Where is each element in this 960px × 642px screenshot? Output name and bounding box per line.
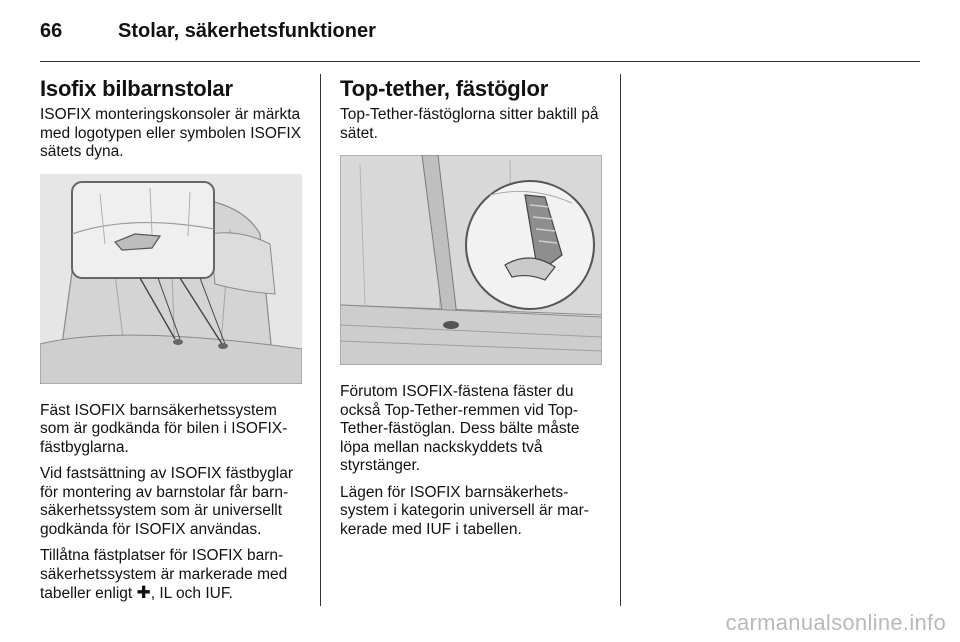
isofix-heading: Isofix bilbarnstolar bbox=[40, 76, 233, 101]
isofix-seat-illustration bbox=[40, 174, 302, 384]
cross-icon: ✚ bbox=[136, 583, 151, 602]
isofix-paragraph-3-end: , IL och IUF. bbox=[150, 585, 233, 602]
page-number: 66 bbox=[40, 20, 63, 42]
watermark: carmanualsonline.info bbox=[725, 610, 946, 635]
isofix-section bbox=[40, 76, 310, 612]
top-tether-section bbox=[340, 76, 610, 547]
top-tether-intro: Top-Tether-fästöglorna sitter baktill på sätet. bbox=[340, 106, 599, 142]
top-tether-paragraph-1: Förutom ISOFIX-fästena fäster du också Top-Tether-remmen vid Top-Tether-fästöglan. Dess bälte måste löpa mellan nackskyddets två styrstänger. bbox=[340, 383, 580, 474]
column-divider-left bbox=[320, 74, 321, 606]
header-divider bbox=[40, 61, 920, 62]
column-divider-right bbox=[620, 74, 621, 606]
isofix-paragraph-3 bbox=[40, 547, 310, 604]
page-header bbox=[40, 18, 920, 50]
isofix-intro: ISOFIX monteringskonsoler är märkta med logotypen eller symbolen ISOFIX sätets dyna. bbox=[40, 106, 302, 160]
isofix-paragraph-3-text: Tillåtna fästplatser för ISOFIX barn-säkerhetssystem är markerade med tabeller enligt bbox=[40, 547, 288, 602]
isofix-paragraph-2: Vid fastsättning av ISOFIX fästbyglar för montering av barnstolar får barn-säkerhetssystem som är universellt godkända för ISOFIX användas. bbox=[40, 465, 294, 538]
top-tether-heading: Top-tether, fästöglor bbox=[340, 76, 549, 101]
top-tether-illustration bbox=[340, 155, 602, 365]
chapter-title: Stolar, säkerhetsfunktioner bbox=[118, 20, 376, 42]
top-tether-paragraph-2: Lägen för ISOFIX barnsäkerhets-system i kategorin universell är mar-kerade med IUF i tabellen. bbox=[340, 483, 589, 538]
isofix-paragraph-1: Fäst ISOFIX barnsäkerhetssystem som är godkända för bilen i ISOFIX-fästbyglarna. bbox=[40, 401, 288, 456]
